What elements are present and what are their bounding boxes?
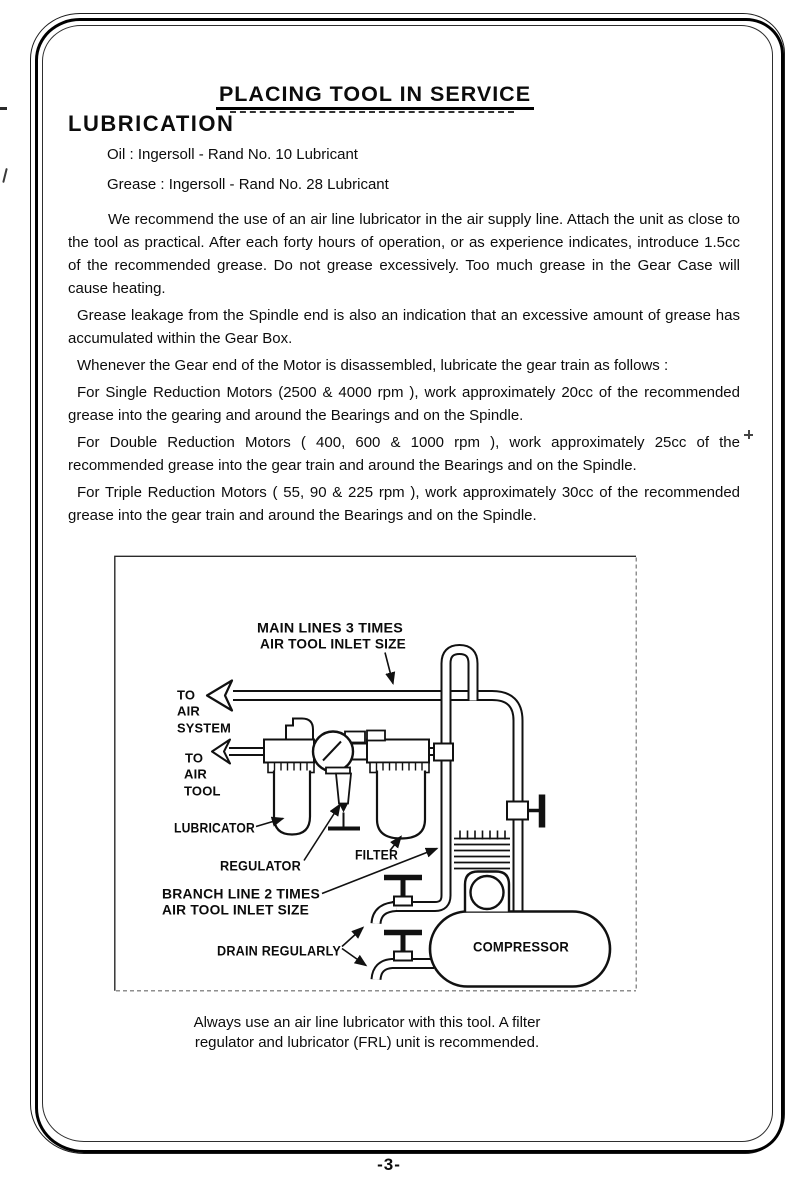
pressure-gauge: [313, 732, 353, 772]
page-number: -3-: [377, 1155, 401, 1174]
label-lubricator: LUBRICATOR: [174, 820, 256, 836]
label-to-air-system-2: AIR: [177, 703, 200, 719]
lower-drain-valve: [384, 933, 422, 961]
label-to-air-system-3: SYSTEM: [177, 720, 231, 736]
paragraph-triple-reduction: For Triple Reduction Motors ( 55, 90 & 225 rpm ), work approximately 30cc of the recommended grease into the gear train and around the Bearings and on the Spindle.: [68, 484, 740, 524]
stray-dash-mark: [0, 107, 7, 110]
paragraph-single-reduction: For Single Reduction Motors (2500 & 4000 rpm ), work approximately 20cc of the recommended grease into the gearing and around the Bearings and on the Spindle.: [68, 384, 740, 424]
label-main-line-2: AIR TOOL INLET SIZE: [260, 636, 406, 652]
shutoff-valve: [507, 795, 542, 828]
label-filter: FILTER: [355, 847, 399, 863]
air-line-frl-diagram: [114, 555, 637, 992]
caption-line-1: Always use an air line lubricator with this tool. A filter: [193, 1014, 541, 1031]
lubricator-bowl: [274, 771, 310, 835]
label-drain-regularly: DRAIN REGULARLY: [217, 943, 341, 959]
lubricator-body: [264, 740, 314, 763]
page-title-text: PLACING TOOL IN SERVICE: [216, 82, 534, 110]
label-branch-line-2: AIR TOOL INLET SIZE: [162, 902, 309, 918]
label-to-air-system-1: TO: [177, 687, 196, 703]
to-air-system-arrow-icon: [207, 681, 232, 711]
stray-plus-mark: [744, 430, 753, 439]
label-to-air-tool-1: TO: [185, 750, 204, 766]
paragraph-double-reduction: For Double Reduction Motors ( 400, 600 & 1000 rpm ), work approximately 25cc of the recommended grease into the gear train and around the Bearings and on the Spindle.: [68, 434, 740, 474]
compressor-pump: [454, 831, 510, 912]
paragraph-recommendation: We recommend the use of an air line lubricator in the air supply line. Attach the unit as close to the tool as practical. After each forty hours of operation, or as experience indicates, introduce 1.5cc of the recommended grease. Do not grease excessively. Too much grease in the Gear Case will cause heating.: [68, 211, 740, 297]
caption-line-2: regulator and lubricator (FRL) unit is recommended.: [194, 1034, 540, 1051]
diagram-caption: [117, 1013, 617, 1053]
label-branch-line-1: BRANCH LINE 2 TIMES: [162, 886, 320, 902]
paragraph-gear-end: Whenever the Gear end of the Motor is disassembled, lubricate the gear train as follows :: [77, 357, 669, 374]
filter-bowl: [377, 771, 425, 839]
label-main-line-1: MAIN LINES 3 TIMES: [257, 620, 403, 636]
paragraph-grease-leakage: Grease leakage from the Spindle end is also an indication that an excessive amount of grease has accumulated within the Gear Box.: [68, 307, 740, 347]
filter-body: [367, 740, 429, 763]
oil-spec-line: Oil : Ingersoll - Rand No. 10 Lubricant: [107, 146, 358, 163]
frl-unit: [264, 719, 429, 839]
lubricator-fill-cap: [286, 719, 313, 740]
label-regulator: REGULATOR: [220, 858, 302, 874]
regulator-adjuster: [336, 774, 351, 804]
label-compressor: COMPRESSOR: [473, 938, 569, 955]
to-air-tool-arrow-icon: [212, 740, 230, 764]
page-title: [68, 82, 682, 110]
label-to-air-tool-3: TOOL: [184, 783, 221, 799]
text-column: [68, 82, 740, 531]
grease-spec-line: Grease : Ingersoll - Rand No. 28 Lubricant: [107, 176, 389, 193]
label-to-air-tool-2: AIR: [184, 766, 207, 782]
section-heading-lubrication: LUBRICATION: [68, 111, 235, 136]
stray-comma-mark: [2, 168, 8, 183]
